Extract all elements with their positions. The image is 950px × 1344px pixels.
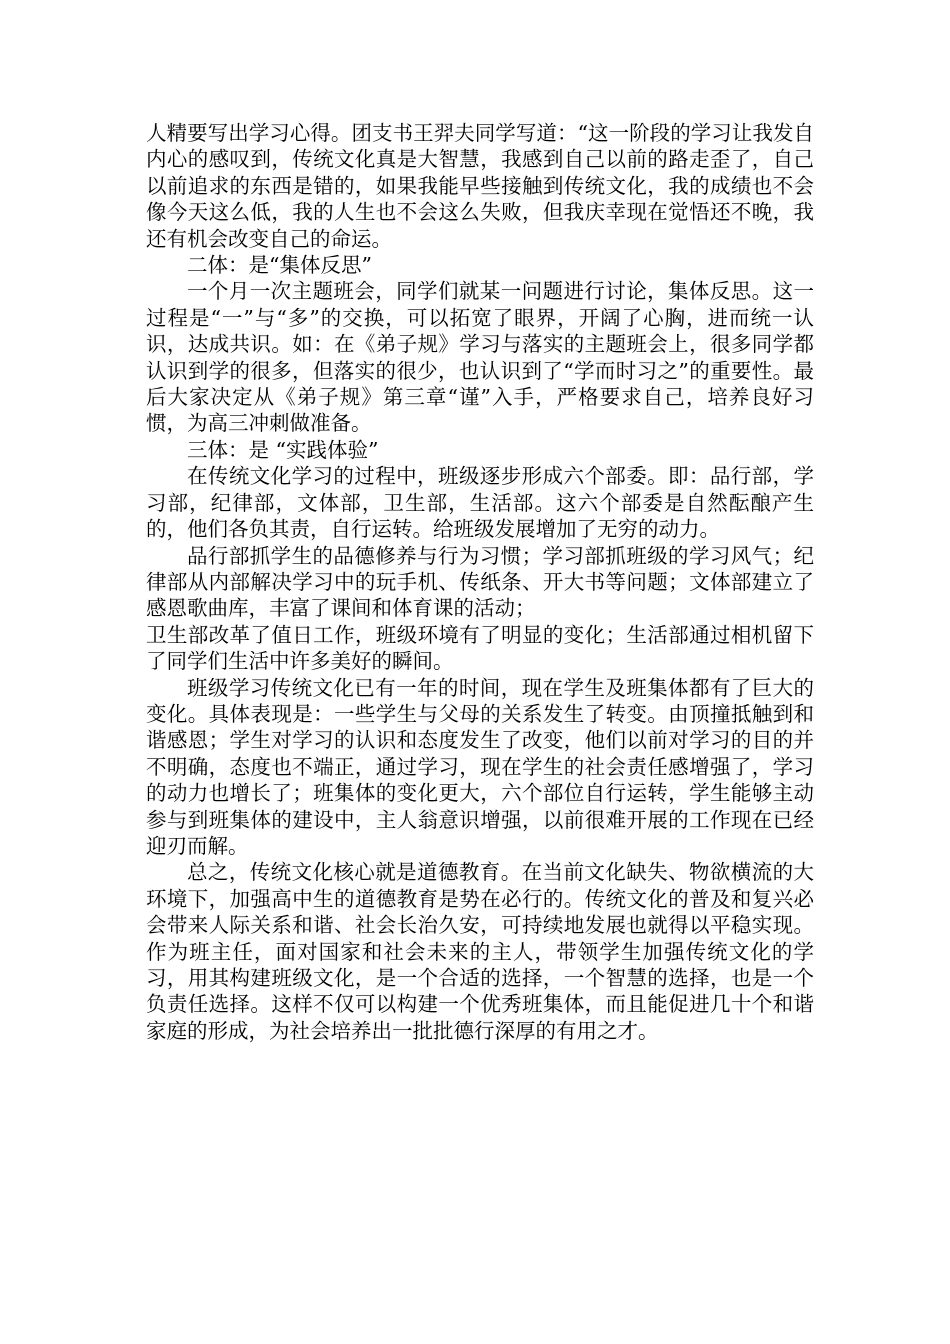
paragraph-class-meeting: 一个月一次主题班会，同学们就某一问题进行讨论，集体反思。这一过程是“一”与“多”的交换，可以拓宽了眼界，开阔了心胸，进而统一认识，达成共识。如：在《弟子规》学习与落实的主题班会上，很多同学都认识到学的很多，但落实的很少，也认识到了“学而时习之”的重要性。最后大家决定从《弟子规》第三章“谨”入手，严格要求自己，培养良好习惯，为高三冲刺做准备。 — [146, 279, 814, 436]
paragraph-department-duties: 品行部抓学生的品德修养与行为习惯；学习部抓班级的学习风气；纪律部从内部解决学习中的玩手机、传纸条、开大书等问题；文体部建立了感恩歌曲库，丰富了课间和体育课的活动； — [146, 543, 814, 621]
paragraph-changes: 班级学习传统文化已有一年的时间，现在学生及班集体都有了巨大的变化。具体表现是：一些学生与父母的关系发生了转变。由顶撞抵触到和谐感恩；学生对学习的认识和态度发生了改变，他们以前对学习的目的并不明确，态度也不端正，通过学习，现在学生的社会责任感增强了，学习的动力也增长了；班集体的变化更大，六个部位自行运转，学生能够主动参与到班集体的建设中，主人翁意识增强，以前很难开展的工作现在已经迎刃而解。 — [146, 675, 814, 858]
section-heading-collective-reflection: 二体：是“集体反思” — [187, 253, 372, 278]
paragraph-reflection-quote: 人精要写出学习心得。团支书王羿夫同学写道：“这一阶段的学习让我发自内心的感叹到，传统文化真是大智慧，我感到自己以前的路走歪了，自己以前追求的东西是错的，如果我能早些接触到传统文化，我的成绩也不会像今天这么低，我的人生也不会这么失败，但我庆幸现在觉悟还不晚，我还有机会改变自己的命运。 — [146, 121, 814, 251]
paragraph-department-duties-continued: 卫生部改革了值日工作，班级环境有了明显的变化；生活部通过相机留下了同学们生活中许多美好的瞬间。 — [146, 622, 814, 674]
section-heading-practice-experience: 三体：是 “实践体验” — [187, 437, 379, 462]
paragraph-conclusion: 总之，传统文化核心就是道德教育。在当前文化缺失、物欲横流的大环境下，加强高中生的道德教育是势在必行的。传统文化的普及和复兴必会带来人际关系和谐、社会长治久安，可持续地发展也就得以平稳实现。作为班主任，面对国家和社会未来的主人，带领学生加强传统文化的学习，用其构建班级文化，是一个合适的选择，一个智慧的选择，也是一个负责任选择。这样不仅可以构建一个优秀班集体，而且能促进几十个和谐家庭的形成，为社会培养出一批批德行深厚的有用之才。 — [146, 860, 814, 1043]
document-body — [146, 120, 814, 1044]
paragraph-six-departments: 在传统文化学习的过程中，班级逐步形成六个部委。即：品行部，学习部，纪律部，文体部，卫生部，生活部。这六个部委是自然酝酿产生的，他们各负其责，自行运转。给班级发展增加了无穷的动力。 — [146, 464, 814, 542]
